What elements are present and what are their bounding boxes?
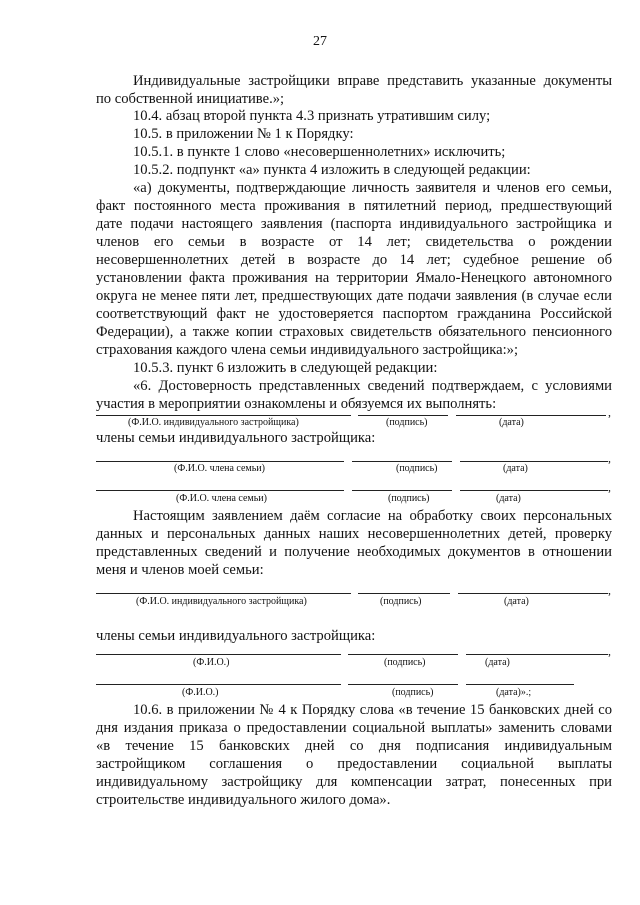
text-line: 10.5.3. пункт 6 изложить в следующей редакции:: [133, 360, 438, 376]
caption-fio: (Ф.И.О.): [182, 687, 219, 698]
text-line: «в течение 15 банковских дней со дня подписания индивидуальным: [96, 738, 612, 754]
signature-line: [96, 684, 610, 685]
caption-fio-developer: (Ф.И.О. индивидуального застройщика): [136, 596, 307, 607]
text-line: 10.6. в приложении № 4 к Порядку слова «в течение 15 банковских дней со: [133, 702, 612, 718]
text-line: «6. Достоверность представленных сведений подтверждаем, с условиями: [133, 378, 612, 394]
signature-line: ,: [96, 415, 610, 416]
signature-line: ,: [96, 490, 610, 491]
text-line: строительстве индивидуального жилого дома».: [96, 792, 391, 808]
caption-date: (дата): [504, 596, 529, 607]
text-line: Индивидуальные застройщики вправе представить указанные документы: [133, 73, 612, 89]
text-line: застройщиком соглашения о предоставлении социальной выплаты: [96, 756, 612, 772]
caption-signature: (подпись): [396, 463, 438, 474]
text-line: установлении факта проживания на территории Ямало-Ненецкого автономного: [96, 270, 612, 286]
text-line: 10.5.1. в пункте 1 слово «несовершеннолетних» исключить;: [133, 144, 506, 160]
caption-fio-member: (Ф.И.О. члена семьи): [176, 493, 267, 504]
text-line: меня и членов моей семьи:: [96, 562, 264, 578]
text-line: Настоящим заявлением даём согласие на обработку своих персональных: [133, 508, 612, 524]
caption-signature: (подпись): [386, 417, 428, 428]
text-line: индивидуальному застройщику для компенсации затрат, понесенных при: [96, 774, 612, 790]
text-line: данных и персональных данных наших несовершеннолетних детей, проверку: [96, 526, 612, 542]
text-line: члены семьи индивидуального застройщика:: [96, 628, 376, 644]
text-line: 10.5. в приложении № 1 к Порядку:: [133, 126, 354, 142]
text-line: факт постоянного места проживания в пятилетний период, предшествующий: [96, 198, 612, 214]
caption-date: (дата): [503, 463, 528, 474]
text-line: 10.4. абзац второй пункта 4.3 признать утратившим силу;: [133, 108, 491, 124]
text-line: Федерации), а также копии страховых свидетельств обязательного пенсионного: [96, 324, 612, 340]
caption-date: (дата): [485, 657, 510, 668]
caption-date: (дата): [499, 417, 524, 428]
caption-fio-developer: (Ф.И.О. индивидуального застройщика): [128, 417, 299, 428]
text-line: дате подачи настоящего заявления (паспорта индивидуального застройщика и: [96, 216, 612, 232]
text-line: членов его семьи в возрасте от 14 лет; свидетельства о рождении: [96, 234, 612, 250]
signature-line: ,: [96, 654, 610, 655]
caption-signature: (подпись): [392, 687, 434, 698]
text-line: соответствующий факт не удостоверяется паспортом гражданина Российской: [96, 306, 612, 322]
text-line: страхования каждого члена семьи индивидуального застройщика:»;: [96, 342, 519, 358]
caption-fio-member: (Ф.И.О. члена семьи): [174, 463, 265, 474]
text-line: 10.5.2. подпункт «а» пункта 4 изложить в следующей редакции:: [133, 162, 531, 178]
caption-fio: (Ф.И.О.): [193, 657, 230, 668]
text-line: участия в мероприятии ознакомлены и обязуемся их выполнять:: [96, 396, 497, 412]
caption-date-end: (дата)».;: [496, 687, 532, 698]
text-line: члены семьи индивидуального застройщика:: [96, 430, 376, 446]
text-line: несовершеннолетних детей в возрасте до 14 лет; судебное решение об: [96, 252, 612, 268]
signature-line: ,: [96, 593, 610, 594]
text-line: округа не менее пяти лет, предшествующих дате подачи заявления (в случае если: [96, 288, 612, 304]
text-line: по собственной инициативе.»;: [96, 91, 285, 107]
caption-date: (дата): [496, 493, 521, 504]
caption-signature: (подпись): [380, 596, 422, 607]
text-line: «а) документы, подтверждающие личность заявителя и членов его семьи,: [133, 180, 612, 196]
page-number: 27: [313, 34, 327, 49]
signature-line: ,: [96, 461, 610, 462]
text-line: представленных сведений и получение необходимых документов в отношении: [96, 544, 612, 560]
caption-signature: (подпись): [388, 493, 430, 504]
text-line: дня издания приказа о предоставлении социальной выплаты» заменить словами: [96, 720, 612, 736]
caption-signature: (подпись): [384, 657, 426, 668]
